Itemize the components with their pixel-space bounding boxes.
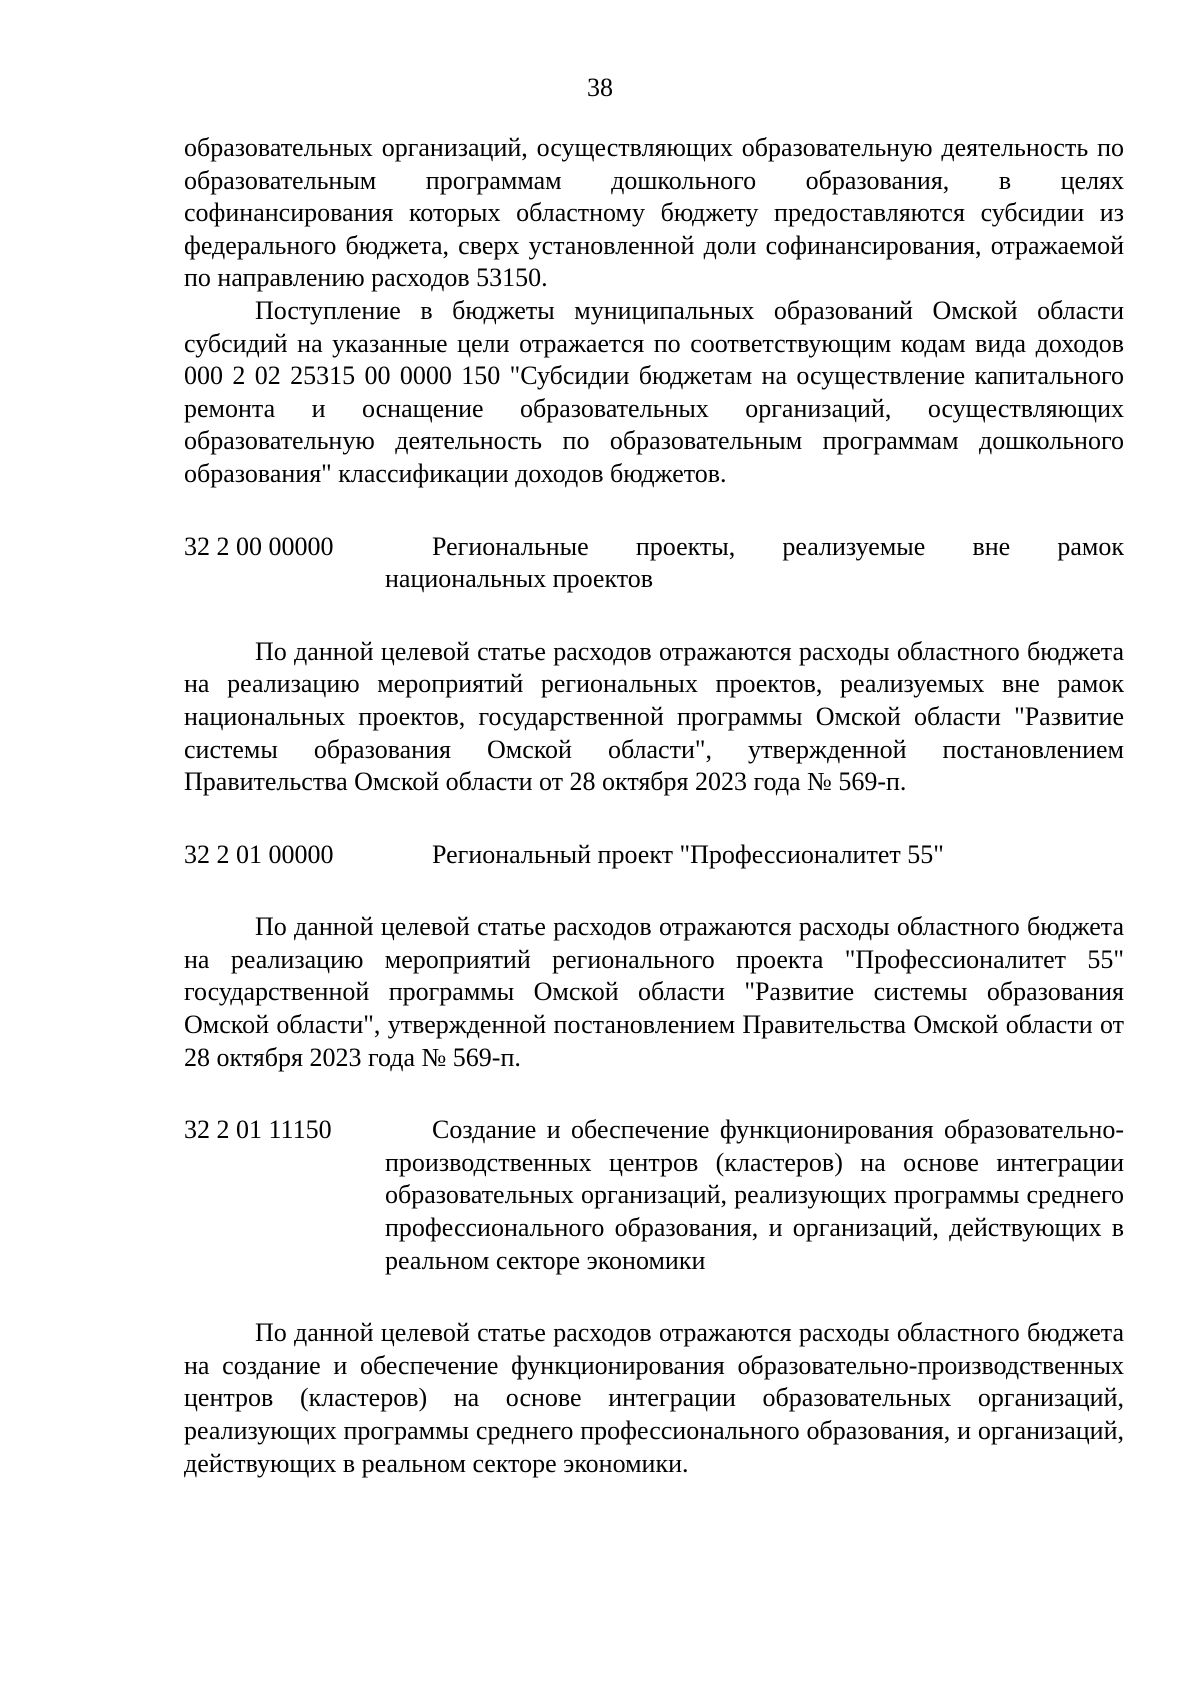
spacer <box>184 799 1124 839</box>
section-heading-32-2-01-00000 <box>184 839 1124 872</box>
spacer <box>184 871 1124 911</box>
document-body <box>184 132 1124 1480</box>
spacer <box>184 491 1124 531</box>
section-title: Региональный проект "Профессионалитет 55" <box>432 839 944 869</box>
section-title: Создание и обеспечение функционирования образовательно-производственных центров (кластеров) на основе интеграции образовательных организаций, реализующих программы среднего профессионального образования, и организаций, действующих в реальном секторе экономики <box>385 1115 1124 1275</box>
paragraph-professionalitet: По данной целевой статье расходов отражаются расходы областного бюджета на реализацию мероприятий регионального проекта "Профессионалитет 55" государственной программы Омской области "Развитие системы образования Омской области", утвержденной постановлением Правительства Омской области от 28 октября 2023 года № 569-п. <box>184 912 1124 1072</box>
spacer <box>184 1277 1124 1317</box>
section-heading-32-2-01-11150 <box>184 1114 1124 1277</box>
spacer <box>184 1074 1124 1114</box>
paragraph-income-receipt: Поступление в бюджеты муниципальных образований Омской области субсидий на указанные цели отражается по соответствующим кодам вида доходов 000 2 02 25315 00 0000 150 "Субсидии бюджетам на осуществление капитального ремонта и оснащение образовательных организаций, осуществляющих образовательную деятельность по образовательным программам дошкольного образования" классификации доходов бюджетов. <box>184 295 1124 488</box>
section-code: 32 2 00 00000 <box>184 531 334 561</box>
section-code: 32 2 01 11150 <box>184 1115 332 1145</box>
section-code: 32 2 01 00000 <box>184 839 334 869</box>
paragraph-continuation: образовательных организаций, осуществляющих образовательную деятельность по образовательным программам дошкольного образования, в целях софинансирования которых областному бюджету предоставляются субсидии из федерального бюджета, сверх установленной доли софинансирования, отражаемой по направлению расходов 53150. <box>184 133 1124 293</box>
paragraph-regional-projects: По данной целевой статье расходов отражаются расходы областного бюджета на реализацию мероприятий региональных проектов, реализуемых вне рамок национальных проектов, государственной программы Омской области "Развитие системы образования Омской области", утвержденной постановлением Правительства Омской области от 28 октября 2023 года № 569-п. <box>184 636 1124 797</box>
spacer <box>184 596 1124 636</box>
paragraph-clusters: По данной целевой статье расходов отражаются расходы областного бюджета на создание и обеспечение функционирования образовательно-производственных центров (кластеров) на основе интеграции образовательных организаций, реализующих программы среднего профессионального образования, и организаций, действующих в реальном секторе экономики. <box>184 1318 1124 1478</box>
section-title: Региональные проекты, реализуемые вне рамок национальных проектов <box>385 531 1124 594</box>
section-heading-32-2-00 <box>184 531 1124 596</box>
page-number: 38 <box>587 73 613 102</box>
